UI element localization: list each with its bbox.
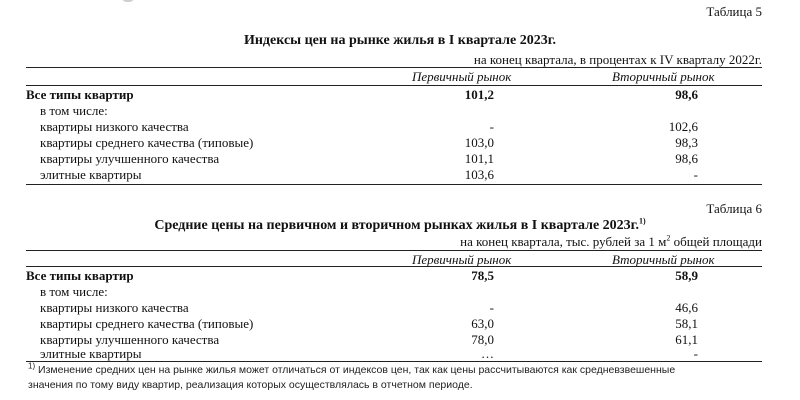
primary-value: 103,0	[464, 135, 494, 150]
table-row	[26, 167, 762, 183]
table6-subtitle-pre: на конец квартала, тыс. рублей за 1 м	[460, 234, 667, 249]
table-row	[26, 284, 762, 300]
table6-col-primary: Первичный рынок	[412, 252, 512, 267]
primary-value: 101,2	[464, 87, 494, 102]
row-label: элитные квартиры	[40, 346, 142, 361]
footnote-text-1: Изменение средних цен на рынке жилья может отличаться от индексов цен, так как цены рассчитываются как средневзвешенные	[35, 364, 676, 376]
secondary-value: 61,1	[675, 332, 698, 347]
table-row	[26, 87, 762, 103]
table6-title	[0, 218, 800, 234]
primary-value: 101,1	[464, 151, 494, 166]
table6-top-rule	[26, 250, 762, 251]
page-edge-mark	[121, 0, 135, 2]
row-label: элитные квартиры	[40, 167, 142, 182]
primary-value: 78,5	[471, 268, 494, 283]
table6-bottom-rule	[26, 361, 762, 362]
table6-title-text: Средние цены на первичном и вторичном рынках жилья в I квартале 2023г.	[154, 218, 639, 233]
table-row	[26, 346, 762, 362]
table5-top-rule	[26, 67, 762, 68]
primary-value: 63,0	[471, 316, 494, 331]
table-row	[26, 119, 762, 135]
table5-col-primary: Первичный рынок	[412, 69, 512, 84]
primary-value: …	[481, 346, 494, 361]
table6-header-rule	[26, 266, 762, 267]
table-row	[26, 151, 762, 167]
secondary-value: 98,3	[675, 135, 698, 150]
table5-header-rule	[26, 85, 762, 86]
secondary-value: 102,6	[668, 119, 698, 134]
table-row	[26, 300, 762, 316]
secondary-value: -	[693, 346, 698, 361]
row-label: Все типы квартир	[26, 268, 134, 283]
primary-value: -	[489, 119, 494, 134]
table6-col-secondary: Вторичный рынок	[612, 252, 715, 267]
secondary-value: 46,6	[675, 300, 698, 315]
table5-bottom-rule	[26, 184, 762, 185]
footnote-line-2: значения по тому виду квартир, реализация которых осуществлялась в отчетном периоде.	[28, 379, 473, 391]
secondary-value: 98,6	[675, 87, 698, 102]
table6-subtitle	[460, 234, 762, 250]
table-row	[26, 316, 762, 332]
table5-subtitle: на конец квартала, в процентах к IV кварталу 2022г.	[473, 52, 762, 67]
row-label: квартиры улучшенного качества	[40, 332, 220, 347]
table6-subtitle-sup: 2	[666, 233, 671, 243]
row-label: в том числе:	[40, 284, 108, 299]
row-label: квартиры среднего качества (типовые)	[40, 135, 254, 150]
primary-value: -	[489, 300, 494, 315]
table-row	[26, 268, 762, 284]
secondary-value: 58,9	[675, 268, 698, 283]
footnote-marker: 1)	[28, 361, 36, 371]
secondary-value: 98,6	[675, 151, 698, 166]
row-label: в том числе:	[40, 103, 108, 118]
primary-value: 78,0	[471, 332, 494, 347]
table6-title-footnote-ref: 1)	[638, 216, 646, 226]
secondary-value: 58,1	[675, 316, 698, 331]
primary-value: 103,6	[464, 167, 494, 182]
table-row	[26, 103, 762, 119]
table6-number: Таблица 6	[706, 201, 762, 216]
row-label: Все типы квартир	[26, 87, 134, 102]
row-label: квартиры улучшенного качества	[40, 151, 220, 166]
table5-number: Таблица 5	[706, 4, 762, 19]
row-label: квартиры среднего качества (типовые)	[40, 316, 254, 331]
footnote-line-1	[28, 361, 676, 376]
table-row	[26, 135, 762, 151]
row-label: квартиры низкого качества	[40, 119, 189, 134]
table6-subtitle-post: общей площади	[670, 234, 762, 249]
row-label: квартиры низкого качества	[40, 300, 189, 315]
secondary-value: -	[693, 167, 698, 182]
table5-col-secondary: Вторичный рынок	[612, 69, 715, 84]
table5-title: Индексы цен на рынке жилья в I квартале 2023г.	[243, 33, 557, 48]
